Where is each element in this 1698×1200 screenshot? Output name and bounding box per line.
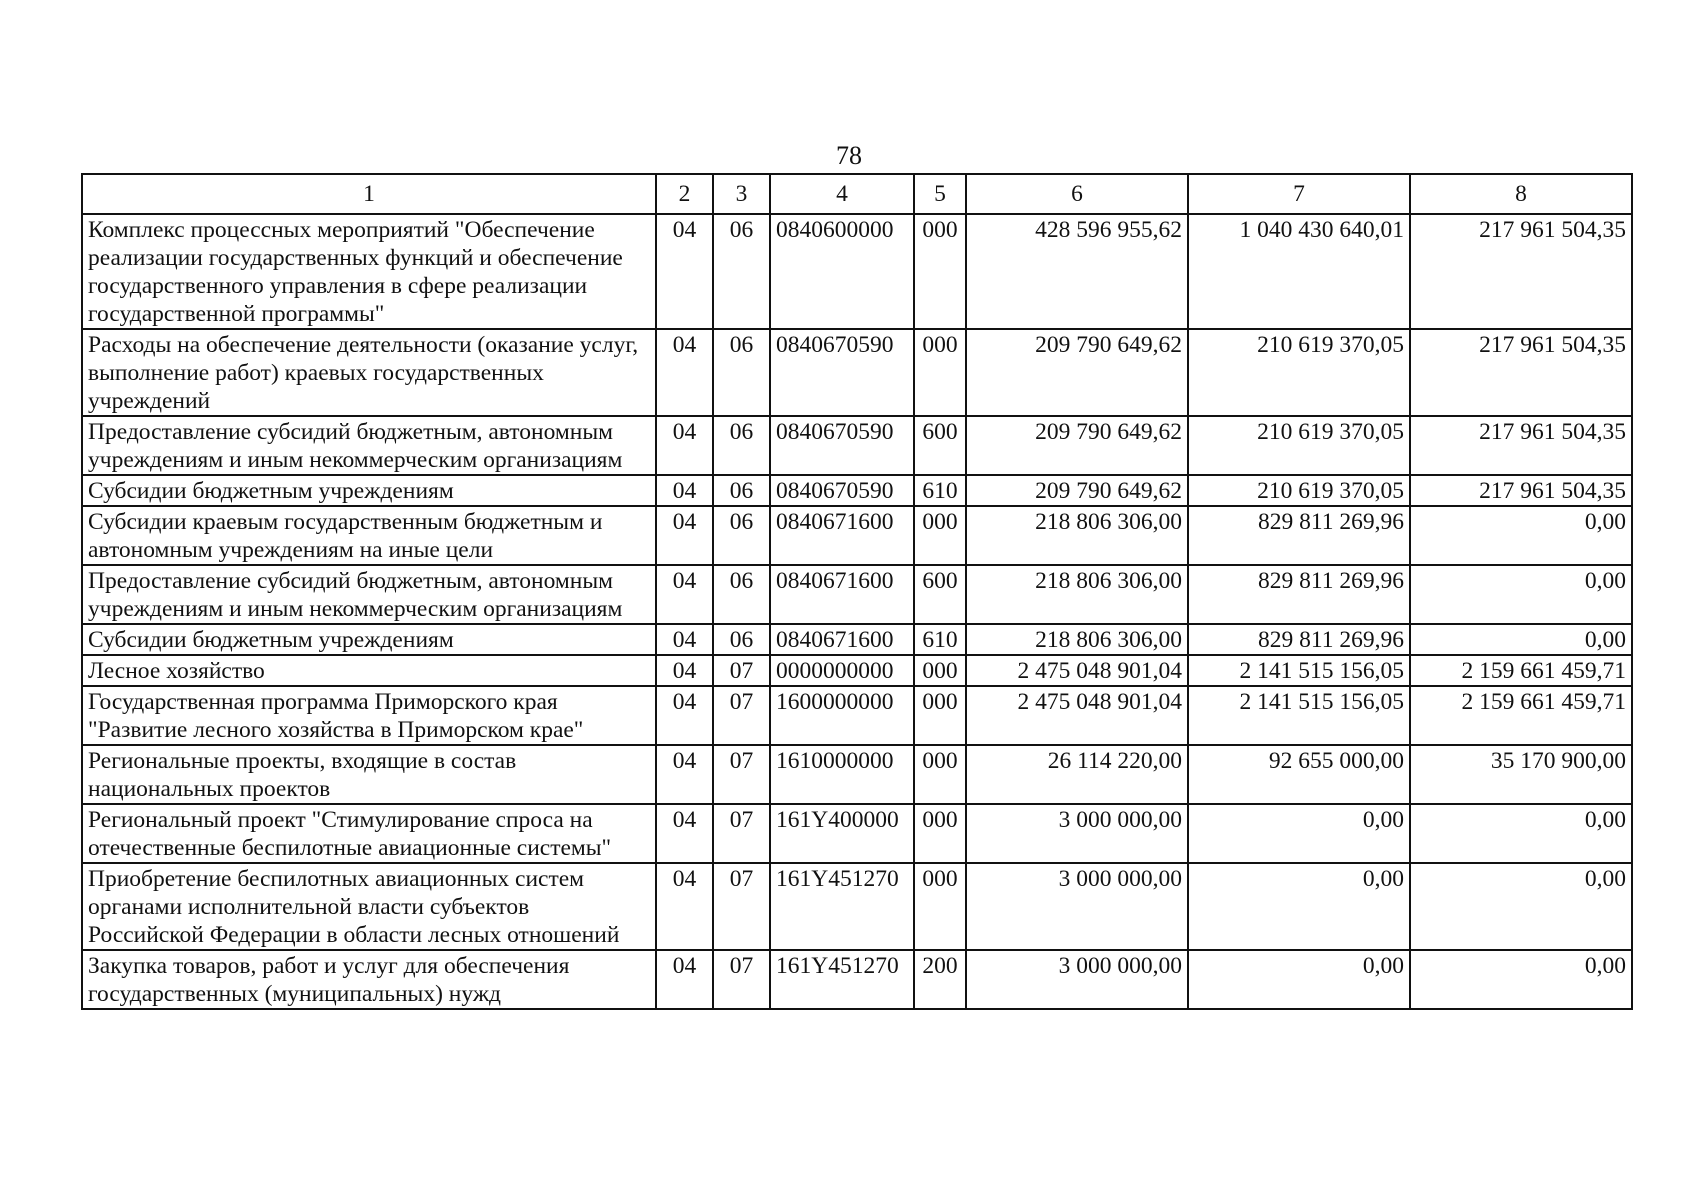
subsection-code: 06	[713, 416, 770, 475]
target-article-code: 0840670590	[770, 416, 914, 475]
section-code: 04	[656, 950, 713, 1009]
header-row	[82, 174, 1632, 214]
subsection-code: 06	[713, 624, 770, 655]
column-header: 5	[914, 174, 966, 214]
expense-type-code: 000	[914, 655, 966, 686]
item-name: Предоставление субсидий бюджетным, автономным учреждениям и иным некоммерческим организациям	[82, 565, 656, 624]
table-row	[82, 565, 1632, 624]
amount-col-6: 218 806 306,00	[966, 565, 1188, 624]
amount-col-8: 35 170 900,00	[1410, 745, 1632, 804]
amount-col-6: 428 596 955,62	[966, 214, 1188, 329]
item-name: Субсидии краевым государственным бюджетным и автономным учреждениям на иные цели	[82, 506, 656, 565]
expense-type-code: 000	[914, 804, 966, 863]
item-name: Комплекс процессных мероприятий "Обеспечение реализации государственных функций и обеспечение государственного управления в сфере реализации государственной программы"	[82, 214, 656, 329]
subsection-code: 07	[713, 655, 770, 686]
amount-col-8: 0,00	[1410, 863, 1632, 950]
column-header: 4	[770, 174, 914, 214]
amount-col-7: 0,00	[1188, 950, 1410, 1009]
amount-col-6: 209 790 649,62	[966, 329, 1188, 416]
item-name: Региональный проект "Стимулирование спроса на отечественные беспилотные авиационные системы"	[82, 804, 656, 863]
subsection-code: 07	[713, 686, 770, 745]
page-number: 78	[836, 141, 862, 170]
subsection-code: 07	[713, 863, 770, 950]
amount-col-8: 0,00	[1410, 804, 1632, 863]
amount-col-7: 92 655 000,00	[1188, 745, 1410, 804]
section-code: 04	[656, 329, 713, 416]
table-row	[82, 686, 1632, 745]
section-code: 04	[656, 565, 713, 624]
amount-col-8: 217 961 504,35	[1410, 416, 1632, 475]
table-row	[82, 863, 1632, 950]
amount-col-7: 210 619 370,05	[1188, 475, 1410, 506]
subsection-code: 07	[713, 804, 770, 863]
column-header: 2	[656, 174, 713, 214]
table-row	[82, 624, 1632, 655]
amount-col-6: 218 806 306,00	[966, 624, 1188, 655]
table-row	[82, 214, 1632, 329]
amount-col-7: 829 811 269,96	[1188, 506, 1410, 565]
section-code: 04	[656, 475, 713, 506]
amount-col-6: 218 806 306,00	[966, 506, 1188, 565]
column-header: 8	[1410, 174, 1632, 214]
target-article-code: 0840671600	[770, 506, 914, 565]
amount-col-7: 2 141 515 156,05	[1188, 686, 1410, 745]
target-article-code: 0840671600	[770, 565, 914, 624]
subsection-code: 06	[713, 329, 770, 416]
section-code: 04	[656, 624, 713, 655]
section-code: 04	[656, 863, 713, 950]
section-code: 04	[656, 804, 713, 863]
column-header: 7	[1188, 174, 1410, 214]
amount-col-8: 0,00	[1410, 624, 1632, 655]
amount-col-8: 0,00	[1410, 506, 1632, 565]
expense-type-code: 610	[914, 624, 966, 655]
item-name: Приобретение беспилотных авиационных систем органами исполнительной власти субъектов Российской Федерации в области лесных отношений	[82, 863, 656, 950]
table-row	[82, 506, 1632, 565]
expense-type-code: 000	[914, 506, 966, 565]
target-article-code: 0840600000	[770, 214, 914, 329]
column-header: 6	[966, 174, 1188, 214]
table-row	[82, 745, 1632, 804]
column-header: 3	[713, 174, 770, 214]
target-article-code: 161Y451270	[770, 863, 914, 950]
amount-col-7: 1 040 430 640,01	[1188, 214, 1410, 329]
section-code: 04	[656, 686, 713, 745]
subsection-code: 06	[713, 214, 770, 329]
expense-type-code: 610	[914, 475, 966, 506]
subsection-code: 07	[713, 745, 770, 804]
target-article-code: 1610000000	[770, 745, 914, 804]
target-article-code: 0840670590	[770, 329, 914, 416]
amount-col-7: 829 811 269,96	[1188, 624, 1410, 655]
column-header: 1	[82, 174, 656, 214]
expense-type-code: 000	[914, 745, 966, 804]
target-article-code: 1600000000	[770, 686, 914, 745]
amount-col-8: 217 961 504,35	[1410, 214, 1632, 329]
amount-col-6: 209 790 649,62	[966, 416, 1188, 475]
table-row	[82, 329, 1632, 416]
subsection-code: 07	[713, 950, 770, 1009]
amount-col-8: 0,00	[1410, 950, 1632, 1009]
amount-col-7: 210 619 370,05	[1188, 329, 1410, 416]
amount-col-8: 217 961 504,35	[1410, 475, 1632, 506]
target-article-code: 0000000000	[770, 655, 914, 686]
section-code: 04	[656, 745, 713, 804]
table-body	[82, 214, 1632, 1009]
expense-type-code: 000	[914, 329, 966, 416]
target-article-code: 161Y400000	[770, 804, 914, 863]
expense-type-code: 600	[914, 565, 966, 624]
section-code: 04	[656, 655, 713, 686]
item-name: Расходы на обеспечение деятельности (оказание услуг, выполнение работ) краевых государственных учреждений	[82, 329, 656, 416]
amount-col-8: 2 159 661 459,71	[1410, 686, 1632, 745]
expense-type-code: 000	[914, 686, 966, 745]
item-name: Субсидии бюджетным учреждениям	[82, 624, 656, 655]
amount-col-6: 209 790 649,62	[966, 475, 1188, 506]
amount-col-7: 210 619 370,05	[1188, 416, 1410, 475]
section-code: 04	[656, 416, 713, 475]
section-code: 04	[656, 506, 713, 565]
amount-col-6: 2 475 048 901,04	[966, 686, 1188, 745]
table-row	[82, 655, 1632, 686]
budget-table	[81, 173, 1633, 1010]
section-code: 04	[656, 214, 713, 329]
amount-col-7: 2 141 515 156,05	[1188, 655, 1410, 686]
expense-type-code: 000	[914, 863, 966, 950]
expense-type-code: 200	[914, 950, 966, 1009]
item-name: Предоставление субсидий бюджетным, автономным учреждениям и иным некоммерческим организациям	[82, 416, 656, 475]
amount-col-6: 3 000 000,00	[966, 804, 1188, 863]
table-row	[82, 416, 1632, 475]
item-name: Лесное хозяйство	[82, 655, 656, 686]
amount-col-8: 217 961 504,35	[1410, 329, 1632, 416]
item-name: Субсидии бюджетным учреждениям	[82, 475, 656, 506]
amount-col-6: 3 000 000,00	[966, 950, 1188, 1009]
amount-col-8: 2 159 661 459,71	[1410, 655, 1632, 686]
amount-col-6: 26 114 220,00	[966, 745, 1188, 804]
item-name: Закупка товаров, работ и услуг для обеспечения государственных (муниципальных) нужд	[82, 950, 656, 1009]
amount-col-6: 2 475 048 901,04	[966, 655, 1188, 686]
target-article-code: 0840670590	[770, 475, 914, 506]
amount-col-6: 3 000 000,00	[966, 863, 1188, 950]
subsection-code: 06	[713, 475, 770, 506]
amount-col-7: 0,00	[1188, 863, 1410, 950]
amount-col-8: 0,00	[1410, 565, 1632, 624]
amount-col-7: 0,00	[1188, 804, 1410, 863]
subsection-code: 06	[713, 506, 770, 565]
table-row	[82, 804, 1632, 863]
subsection-code: 06	[713, 565, 770, 624]
expense-type-code: 000	[914, 214, 966, 329]
table-row	[82, 950, 1632, 1009]
item-name: Региональные проекты, входящие в состав национальных проектов	[82, 745, 656, 804]
expense-type-code: 600	[914, 416, 966, 475]
amount-col-7: 829 811 269,96	[1188, 565, 1410, 624]
table-row	[82, 475, 1632, 506]
target-article-code: 161Y451270	[770, 950, 914, 1009]
target-article-code: 0840671600	[770, 624, 914, 655]
item-name: Государственная программа Приморского края "Развитие лесного хозяйства в Приморском крае"	[82, 686, 656, 745]
